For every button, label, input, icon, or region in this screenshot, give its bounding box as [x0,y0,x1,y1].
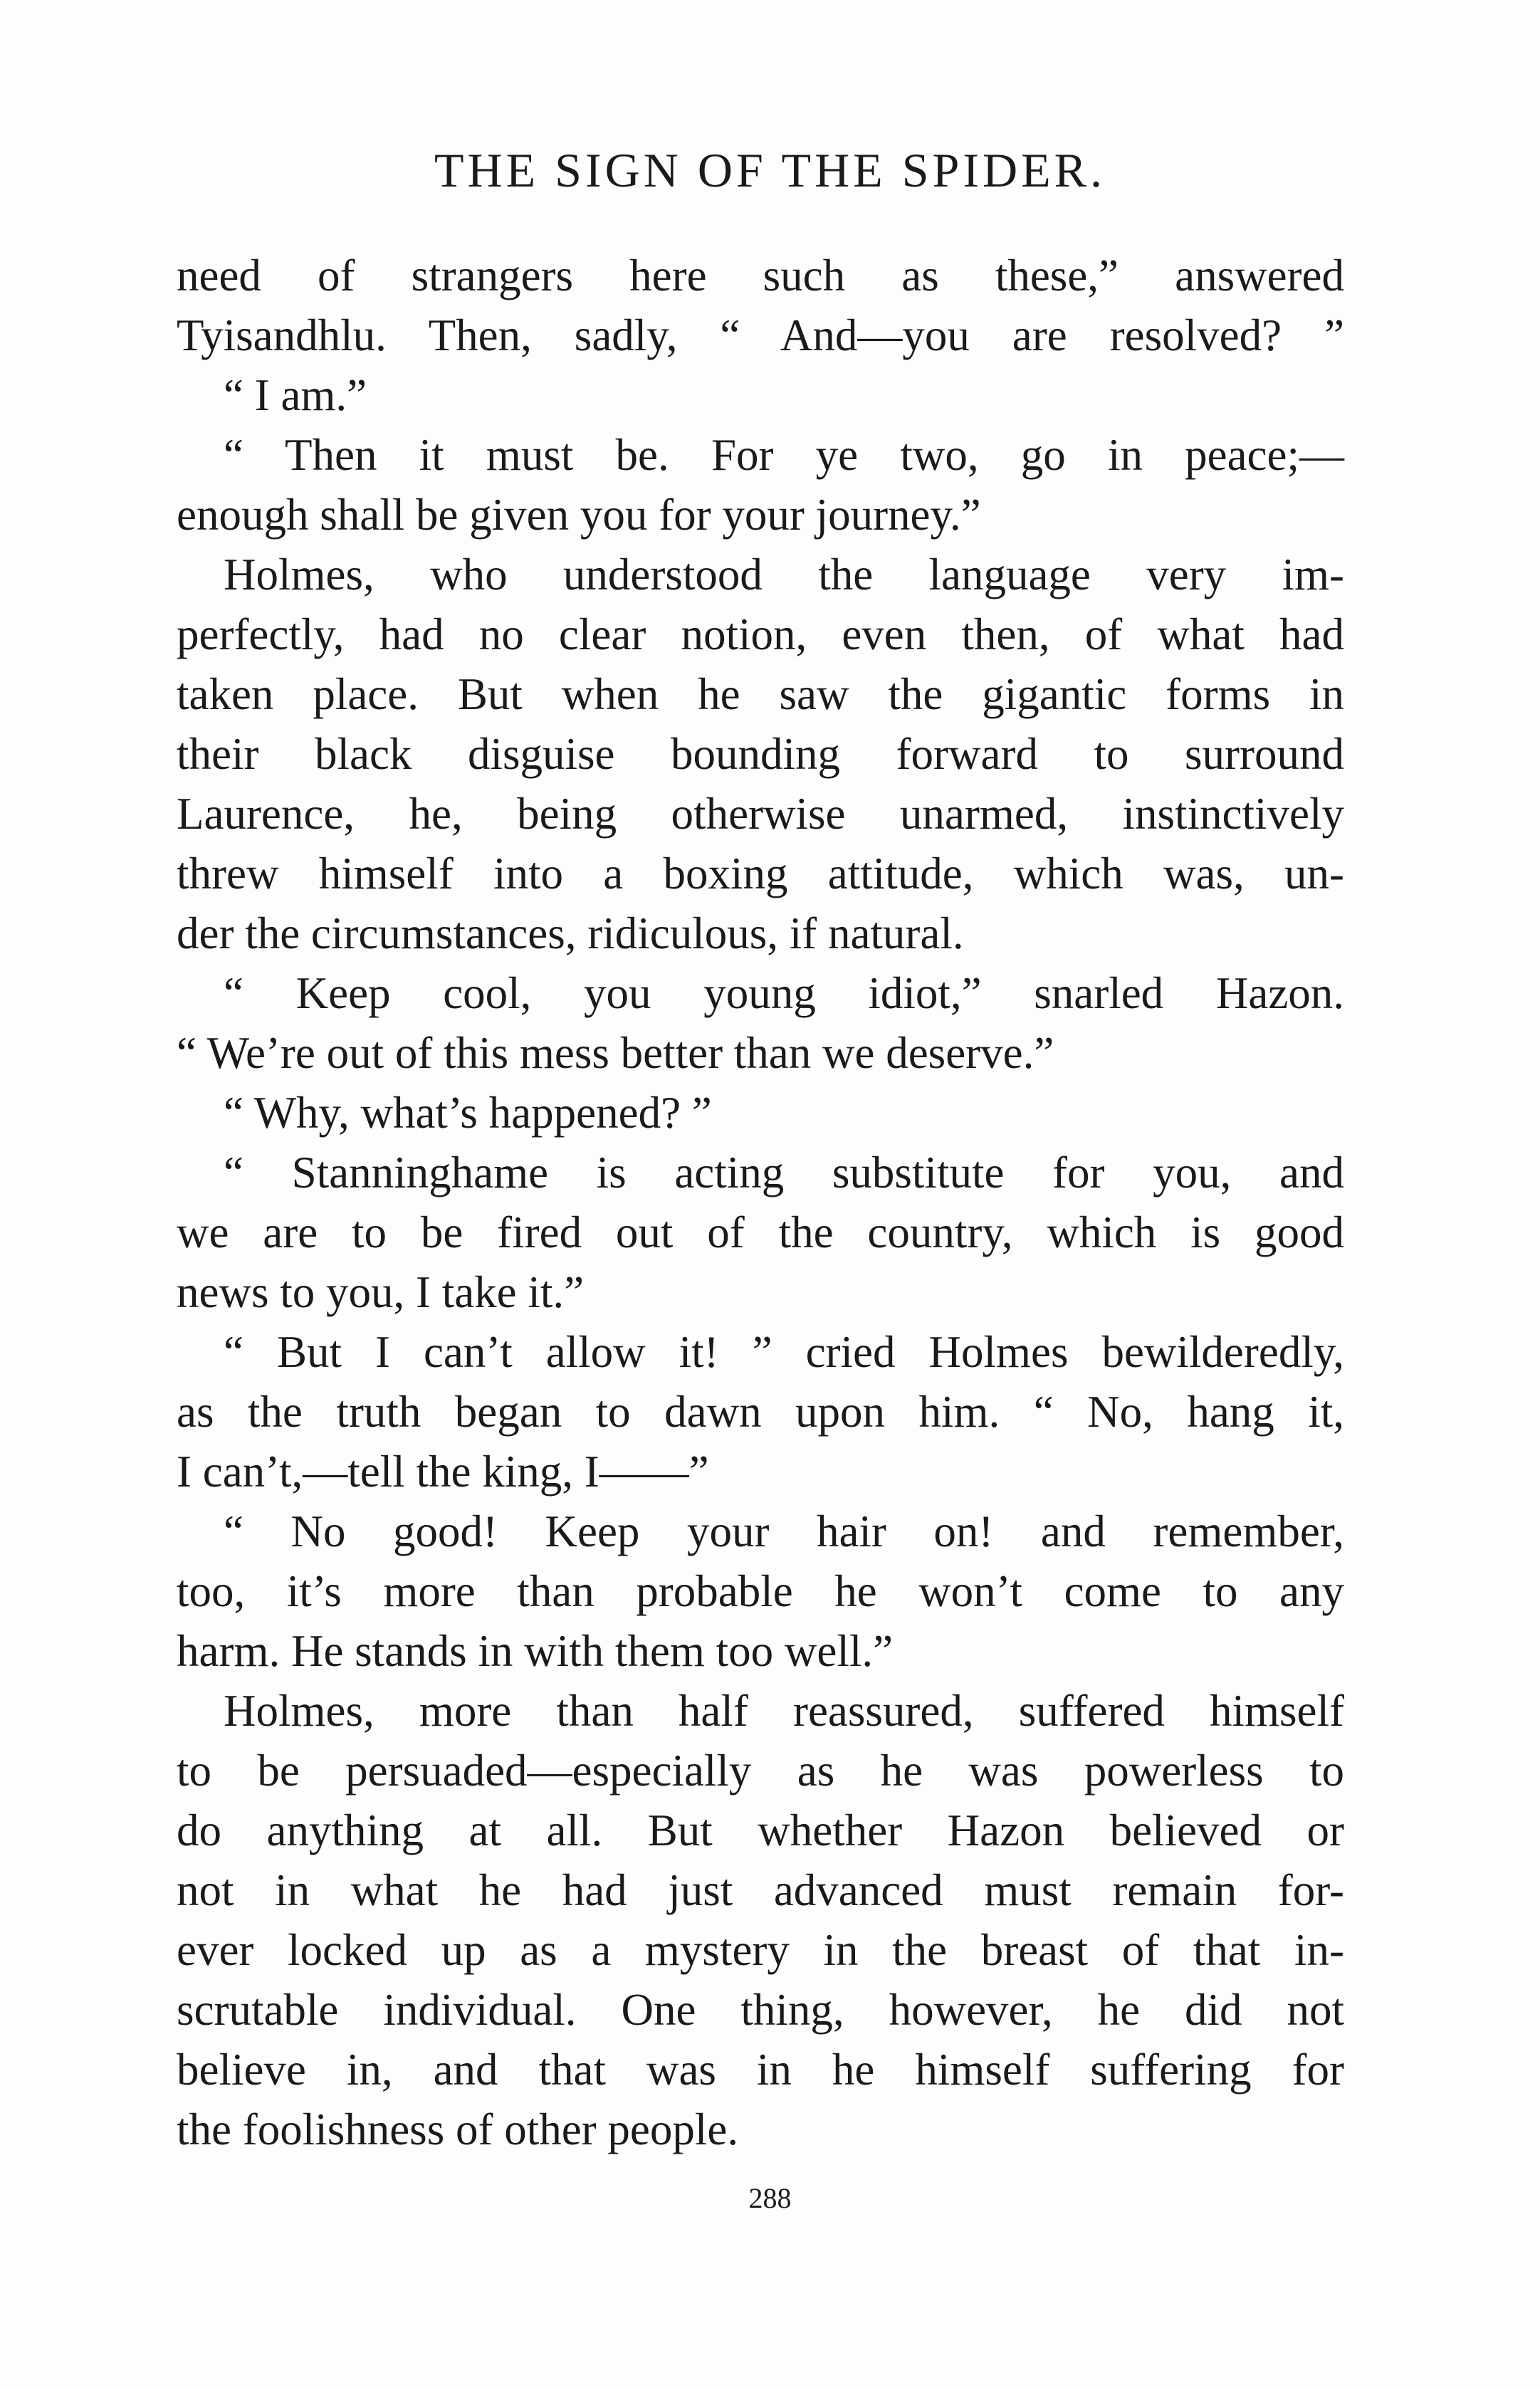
text-line: not in what he had just advanced must remain for- [177,1865,1344,1915]
text-line: their black disguise bounding forward to surround [177,729,1344,779]
text-line: “ We’re out of this mess better than we deserve.” [177,1028,1054,1078]
text-line: “ Stanninghame is acting substitute for you, and [224,1148,1344,1197]
text-line: threw himself into a boxing attitude, which was, un- [177,849,1344,898]
text-line: the foolishness of other people. [177,2105,739,2154]
text-line: news to you, I take it.” [177,1267,585,1317]
text-line: “ Keep cool, you young idiot,” snarled Hazon. [224,968,1344,1018]
text-line: Laurence, he, being otherwise unarmed, instinctively [177,789,1344,839]
text-line: der the circumstances, ridiculous, if natural. [177,908,964,958]
text-line: need of strangers here such as these,” answered [177,251,1344,300]
text-line: “ Then it must be. For ye two, go in peace;— [224,430,1344,480]
text-line: do anything at all. But whether Hazon believed or [177,1805,1344,1855]
text-line: taken place. But when he saw the gigantic forms in [177,669,1344,719]
text-line: we are to be fired out of the country, which is good [177,1207,1344,1257]
text-line: “ Why, what’s happened? ” [224,1088,712,1138]
text-line: “ I am.” [224,370,367,420]
text-line: ever locked up as a mystery in the breast of that in- [177,1925,1344,1975]
running-head: THE SIGN OF THE SPIDER. [434,143,1106,197]
text-line: as the truth began to dawn upon him. “ No, hang it, [177,1387,1344,1437]
text-line: to be persuaded—especially as he was powerless to [177,1746,1344,1796]
text-line: Holmes, who understood the language very im- [224,550,1344,599]
text-line: enough shall be given you for your journey.” [177,490,981,540]
text-line: scrutable individual. One thing, however, he did not [177,1985,1344,2035]
text-line: “ But I can’t allow it! ” cried Holmes bewilderedly, [224,1327,1344,1377]
text-line: Holmes, more than half reassured, suffered himself [224,1686,1344,1736]
body-text [177,246,1344,2159]
text-line: I can’t,—tell the king, I——” [177,1447,709,1497]
text-line: too, it’s more than probable he won’t come to any [177,1566,1344,1616]
text-line: Tyisandhlu. Then, sadly, “ And—you are resolved? ” [177,310,1344,360]
text-line: “ No good! Keep your hair on! and remember, [224,1506,1344,1556]
page-number: 288 [748,2182,792,2214]
text-line: believe in, and that was in he himself suffering for [177,2045,1344,2095]
text-line: perfectly, had no clear notion, even then, of what had [177,609,1344,659]
text-line: harm. He stands in with them too well.” [177,1626,894,1676]
